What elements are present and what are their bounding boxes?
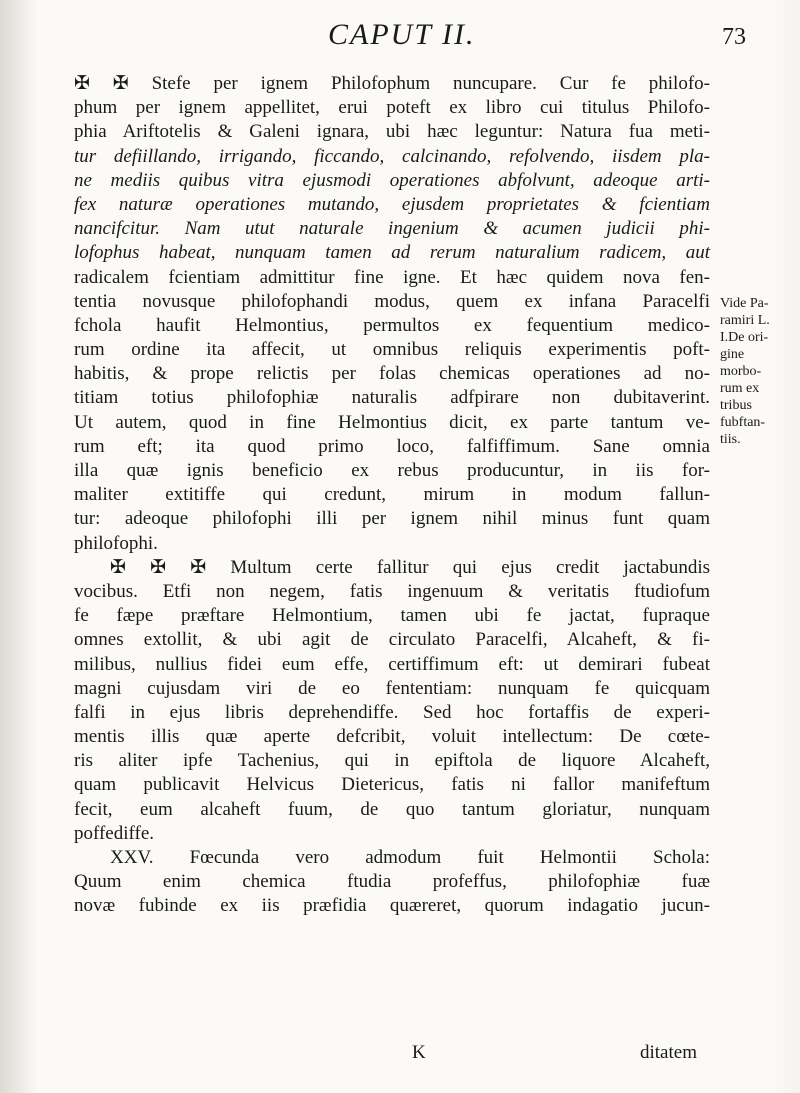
text-line: phum per ignem appellitet, erui poteft ex libro cui titulus Philofo- <box>74 97 710 119</box>
marginal-note: Vide Pa- <box>720 296 769 311</box>
text-line: tur: adeoque philofophi illi per ignem nihil minus funt quam <box>74 508 710 530</box>
text-line: habitis, & prope relictis per folas chemicas operationes ad no- <box>74 363 710 385</box>
text-line: ris aliter ipfe Tachenius, qui in epiftola de liquore Alcaheft, <box>74 750 710 772</box>
text-line: titiam totius philofophiæ naturalis adfpirare non dubitaverint. <box>74 387 710 409</box>
text-line: mentis illis quæ aperte defcribit, voluit intellectum: De cœte- <box>74 726 710 748</box>
text-line: ✠ ✠ Stefe per ignem Philofophum nuncupare. Cur fe philofo- <box>74 73 710 94</box>
marginal-note: rum ex <box>720 381 760 396</box>
text-line: quam publicavit Helvicus Dietericus, fatis ni fallor manifeftum <box>74 774 710 796</box>
spine-shadow <box>0 0 40 1093</box>
text-line: poffediffe. <box>74 822 155 844</box>
text-line: fe fæpe præftare Helmontium, tamen ubi fe jactat, fupraque <box>74 605 710 627</box>
marginal-note: I.De ori- <box>720 330 769 345</box>
text-line: philofophi. <box>74 532 158 554</box>
text-line: illa quæ ignis beneficio ex rebus producuntur, in iis for- <box>74 460 710 481</box>
text-line: falfi in ejus libris deprehendiffe. Sed hoc fortaffis de experi- <box>74 701 710 723</box>
text-line: vocibus. Etfi non negem, fatis ingenuum & veritatis ftudiofum <box>74 580 710 602</box>
text-line: maliter extitiffe qui credunt, mirum in modum fallun- <box>74 484 710 506</box>
text-line: rum ordine ita affecit, ut omnibus reliquis experimentis poft- <box>74 339 710 361</box>
marginal-note: tiis. <box>720 432 741 447</box>
text-line: ✠ ✠ ✠ Multum certe fallitur qui ejus credit jactabundis <box>110 556 710 578</box>
marginal-note: fubftan- <box>720 415 766 430</box>
text-line: ne mediis quibus vitra ejusmodi operationes abfolvunt, adeoque arti- <box>74 169 710 191</box>
text-line: lofophus habeat, nunquam tamen ad rerum naturalium radicem, aut <box>74 242 710 264</box>
text-line: tentia novusque philofophandi modus, quem ex infana Paracelfi <box>74 290 710 312</box>
text-line: omnes extollit, & ubi agit de circulato Paracelfi, Alcaheft, & fi- <box>74 629 710 651</box>
text-line: fecit, eum alcaheft fuum, de quo tantum gloriatur, nunquam <box>74 798 710 820</box>
page-number: 73 <box>722 24 746 50</box>
page-header <box>0 18 800 58</box>
marginal-note: morbo- <box>720 364 762 379</box>
text-line: radicalem fcientiam admittitur fine igne. Et hæc quidem nova fen- <box>74 266 710 288</box>
text-line: milibus, nullius fidei eum effe, certiffimum eft: ut demirari fubeat <box>74 653 710 675</box>
marginal-note: gine <box>720 347 745 362</box>
catchword: ditatem <box>640 1042 697 1063</box>
marginal-note: ramiri L. <box>720 313 770 328</box>
text-line: XXV. Fœcunda vero admodum fuit Helmontii Schola: <box>110 847 710 868</box>
text-line: novæ fubinde ex iis præfidia quæreret, quorum indagatio jucun- <box>74 895 710 917</box>
running-head: CAPUT II. <box>328 18 476 51</box>
marginal-note: tribus <box>720 398 752 413</box>
text-line: magni cujusdam viri de eo fententiam: nunquam fe quicquam <box>74 677 710 699</box>
text-line: tur defiillando, irrigando, ficcando, calcinando, refolvendo, iisdem pla- <box>74 145 710 167</box>
text-line: fex naturæ operationes mutando, ejusdem proprietates & fcientiam <box>74 193 710 215</box>
text-line: nancifcitur. Nam utut naturale ingenium & acumen judicii phi- <box>74 218 710 240</box>
text-line: rum eft; ita quod primo loco, falfiffimum. Sane omnia <box>74 435 710 457</box>
text-line: phia Ariftotelis & Galeni ignara, ubi hæc leguntur: Natura fua meti- <box>74 121 710 143</box>
text-line: fchola haufit Helmontius, permultos ex fequentium medico- <box>74 314 710 336</box>
text-line: Quum enim chemica ftudia profeffus, philofophiæ fuæ <box>74 871 710 893</box>
text-line: Ut autem, quod in fine Helmontius dicit, ex parte tantum ve- <box>74 411 710 433</box>
signature-mark: K <box>412 1042 426 1063</box>
body-text <box>74 72 710 919</box>
